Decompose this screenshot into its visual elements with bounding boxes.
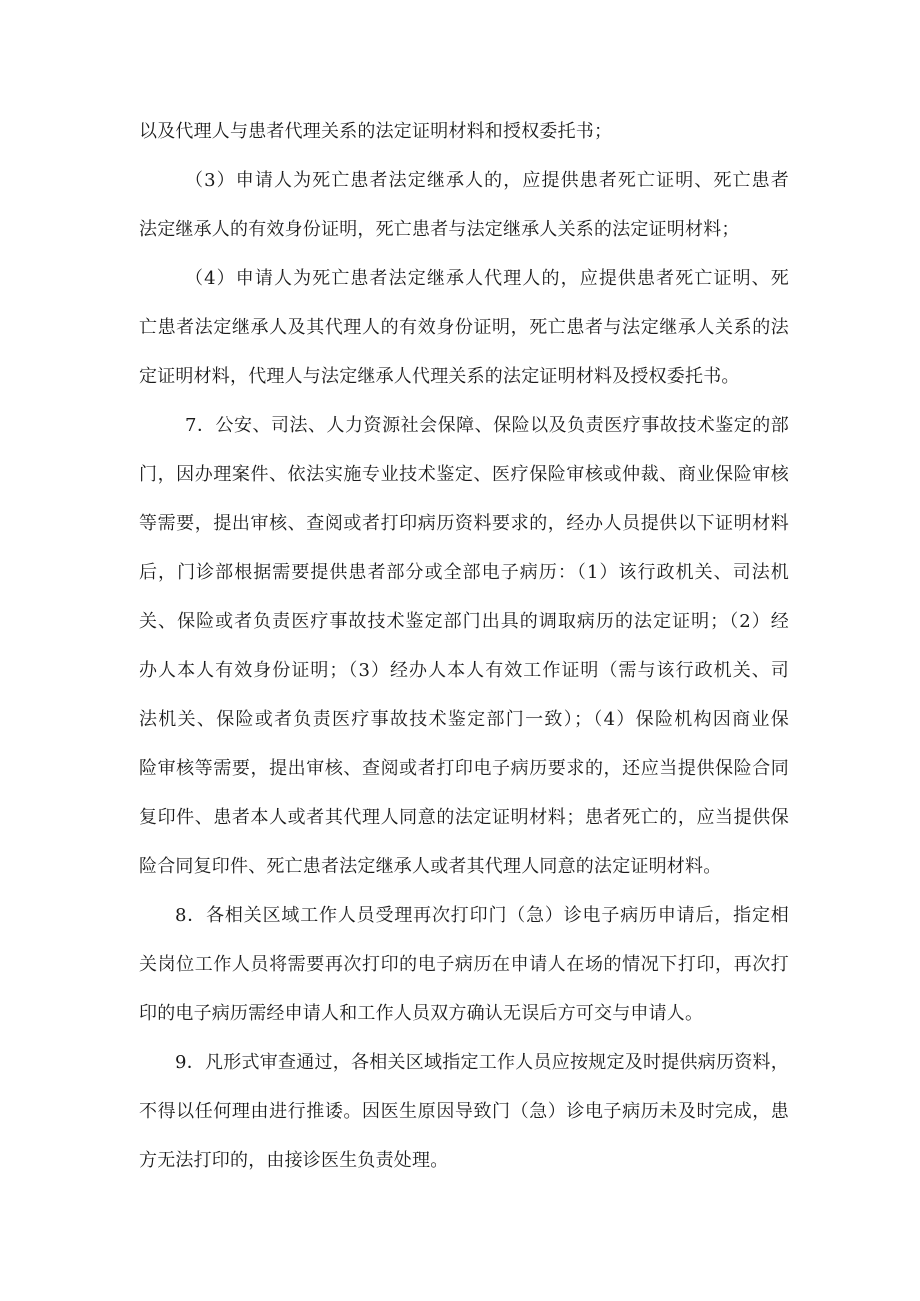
paragraph-line: 亡患者法定继承人及其代理人的有效身份证明，死亡患者与法定继承人关系的法 (139, 317, 789, 338)
paragraph-line: 8．各相关区域工作人员受理再次打印门（急）诊电子病历申请后，指定相 (175, 905, 789, 926)
paragraph-line: 门，因办理案件、依法实施专业技术鉴定、医疗保险审核或仲裁、商业保险审核 (139, 464, 789, 485)
paragraph-line: （4）申请人为死亡患者法定继承人代理人的，应提供患者死亡证明、死 (185, 268, 789, 289)
paragraph-line: 法定继承人的有效身份证明，死亡患者与法定继承人关系的法定证明材料； (139, 219, 740, 240)
paragraph-line: 不得以任何理由进行推诿。因医生原因导致门（急）诊电子病历未及时完成，患 (139, 1101, 789, 1122)
paragraph-line: 办人本人有效身份证明；（3）经办人本人有效工作证明（需与该行政机关、司 (139, 660, 789, 681)
paragraph-line: 9．凡形式审查通过，各相关区域指定工作人员应按规定及时提供病历资料， (175, 1052, 789, 1073)
paragraph-line: 关岗位工作人员将需要再次打印的电子病历在申请人在场的情况下打印，再次打 (139, 954, 789, 975)
paragraph-line: 7．公安、司法、人力资源社会保障、保险以及负责医疗事故技术鉴定的部 (185, 415, 789, 436)
paragraph-line: 后，门诊部根据需要提供患者部分或全部电子病历：（1）该行政机关、司法机 (139, 562, 789, 583)
paragraph-line: 法机关、保险或者负责医疗事故技术鉴定部门一致）；（4）保险机构因商业保 (139, 709, 789, 730)
paragraph-line: 方无法打印的，由接诊医生负责处理。 (139, 1150, 449, 1171)
paragraph-line: （3）申请人为死亡患者法定继承人的，应提供患者死亡证明、死亡患者 (185, 170, 789, 191)
paragraph-line: 等需要，提出审核、查阅或者打印病历资料要求的，经办人员提供以下证明材料 (139, 513, 789, 534)
paragraph-line: 定证明材料，代理人与法定继承人代理关系的法定证明材料及授权委托书。 (139, 366, 740, 387)
paragraph-line: 复印件、患者本人或者其代理人同意的法定证明材料；患者死亡的，应当提供保 (139, 807, 789, 828)
paragraph-line: 险合同复印件、死亡患者法定继承人或者其代理人同意的法定证明材料。 (139, 856, 722, 877)
paragraph-line: 印的电子病历需经申请人和工作人员双方确认无误后方可交与申请人。 (139, 1003, 704, 1024)
paragraph-line: 以及代理人与患者代理关系的法定证明材料和授权委托书； (139, 121, 613, 142)
paragraph-line: 险审核等需要，提出审核、查阅或者打印电子病历要求的，还应当提供保险合同 (139, 758, 789, 779)
paragraph-line: 关、保险或者负责医疗事故技术鉴定部门出具的调取病历的法定证明；（2）经 (139, 611, 789, 632)
